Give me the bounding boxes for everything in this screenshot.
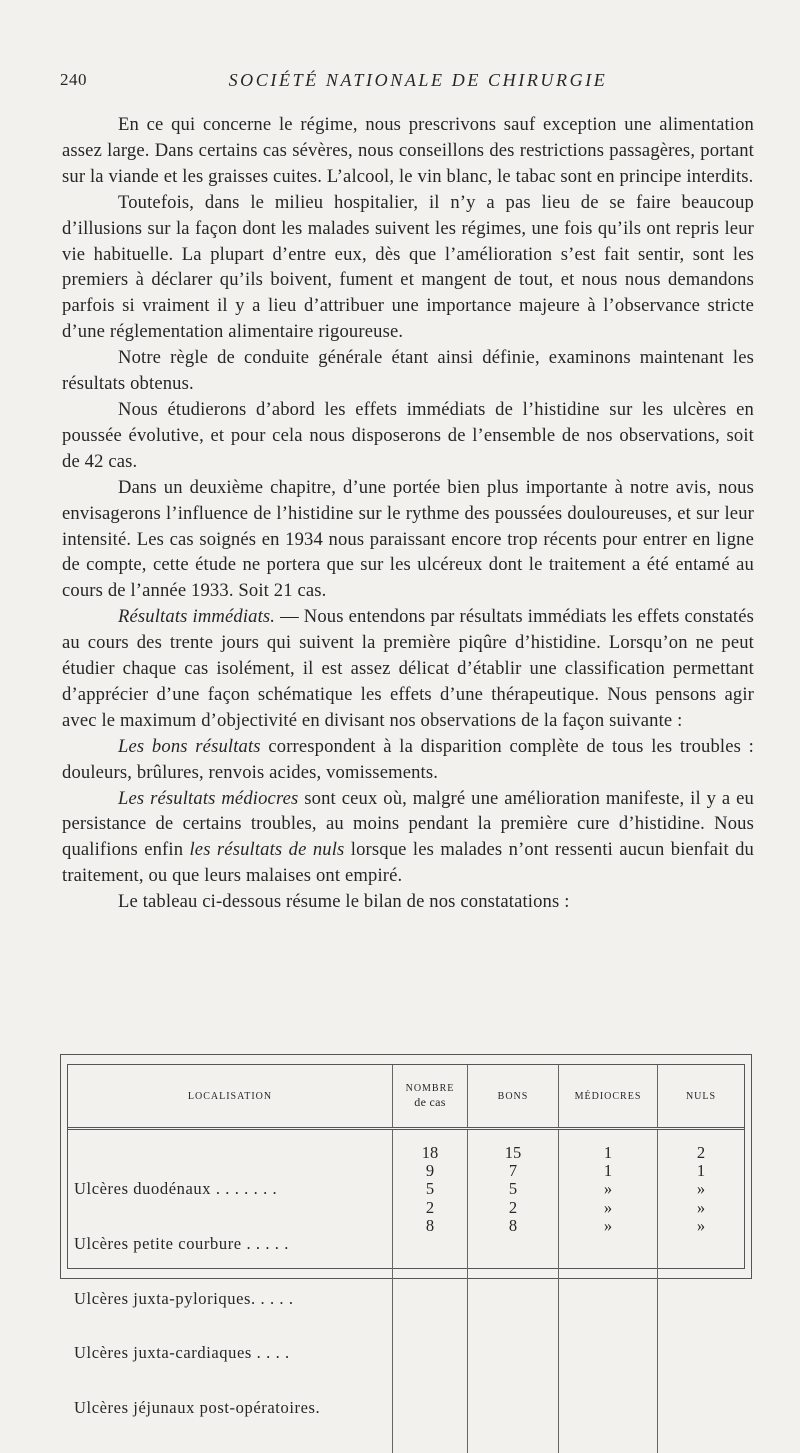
column-localisation — [68, 1129, 393, 1453]
table-cell-bons: 8 — [468, 1217, 558, 1235]
table-header-row — [68, 1065, 744, 1129]
table-cell-bons: 7 — [468, 1162, 558, 1180]
header-bons: BONS — [468, 1065, 559, 1129]
results-table — [68, 1065, 744, 1453]
page-number: 240 — [60, 70, 87, 90]
section-heading-immediate-results: Résultats immédiats. — [118, 606, 275, 627]
column-nombre — [393, 1129, 468, 1453]
body-text — [62, 112, 754, 915]
table-cell-bons: 5 — [468, 1180, 558, 1198]
term-null-results: les résultats de nuls — [189, 839, 344, 860]
header-localisation: LOCALISATION — [68, 1065, 393, 1129]
table-cell-localisation: Ulcères juxta-pyloriques. . . . . — [74, 1290, 392, 1308]
header-nuls: NULS — [658, 1065, 745, 1129]
term-good-results: Les bons résultats — [118, 736, 261, 757]
table-cell-localisation: Ulcères petite courbure . . . . . — [74, 1235, 392, 1253]
results-table-inner-frame — [67, 1064, 745, 1269]
paragraph-results-definition-text: — Nous entendons par résultats immédiats les effets constatés au cours des trente jours qui suivent la première piqûre d’histidine. Lorsqu’on ne peut étudier chaque cas isolément, il est assez délicat d’établir une classification permettant d’apprécier d’une façon schématique les effets d’une thérapeutique. Nous pensons agir avec le maximum d’objectivité en divisant nos observations de la façon suivante : — [62, 606, 754, 731]
page-header — [60, 70, 746, 94]
table-cell-mediocres: 1 — [559, 1144, 657, 1162]
table-cell-nuls: 2 — [658, 1144, 744, 1162]
table-cell-nombre: 18 — [393, 1144, 467, 1162]
table-cell-nombre: 2 — [393, 1199, 467, 1217]
term-mediocre-results: Les résultats médiocres — [118, 788, 298, 809]
paragraph-table-intro: Le tableau ci-dessous résume le bilan de nos constatations : — [62, 889, 754, 915]
table-cell-bons: 2 — [468, 1199, 558, 1217]
paragraph-regime: En ce qui concerne le régime, nous prescrivons sauf exception une alimentation assez large. Dans certains cas sévères, nous conseillons des restrictions passagères, portant sur la viande et les graisses cuites. L’alcool, le vin blanc, le tabac sont en principe interdits. — [62, 112, 754, 190]
table-cell-nombre: 9 — [393, 1162, 467, 1180]
column-nuls — [658, 1129, 745, 1453]
header-nombre — [393, 1065, 468, 1129]
paragraph-results-definition — [62, 604, 754, 734]
table-cell-mediocres: 1 — [559, 1162, 657, 1180]
header-nombre-sub: de cas — [395, 1095, 465, 1110]
column-bons — [468, 1129, 559, 1453]
table-cell-mediocres: » — [559, 1180, 657, 1198]
table-cell-nuls: 1 — [658, 1162, 744, 1180]
paragraph-second-chapter: Dans un deuxième chapitre, d’une portée bien plus importante à notre avis, nous envisagerons l’influence de l’histidine sur le rythme des poussées douloureuses, et sur leur intensité. Les cas soignés en 1934 nous paraissant encore trop récents pour entrer en ligne de compte, cette étude ne portera que sur les ulcéreux dont le traitement a été entamé au cours de l’année 1933. Soit 21 cas. — [62, 475, 754, 605]
table-cell-nombre: 5 — [393, 1180, 467, 1198]
table-cell-nuls: » — [658, 1180, 744, 1198]
column-mediocres — [559, 1129, 658, 1453]
running-title: SOCIÉTÉ NATIONALE DE CHIRURGIE — [60, 70, 746, 91]
table-cell-localisation: Ulcères duodénaux . . . . . . . — [74, 1180, 392, 1198]
paragraph-mediocre-results — [62, 786, 754, 890]
table-cell-localisation: Ulcères juxta-cardiaques . . . . — [74, 1344, 392, 1362]
header-nombre-label: NOMBRE — [406, 1083, 455, 1094]
results-table-frame — [60, 1054, 752, 1279]
table-cell-nuls: » — [658, 1199, 744, 1217]
table-cell-mediocres: » — [559, 1217, 657, 1235]
table-cell-nuls: » — [658, 1217, 744, 1235]
table-cell-bons: 15 — [468, 1144, 558, 1162]
paragraph-null-results-text: lorsque les malades n’ont ressenti aucun bienfait du traitement, ou que leurs malaises ont empiré. — [62, 839, 754, 886]
header-mediocres: MÉDIOCRES — [559, 1065, 658, 1129]
paragraph-good-results-text: correspondent à la disparition complète de tous les troubles : douleurs, brûlures, renvois acides, vomissements. — [62, 736, 754, 783]
paragraph-mediocre-results-text: sont ceux où, malgré une amélioration manifeste, il y a eu persistance de certains troubles, au moins pendant la première cure d’histidine. Nous qualifions enfin — [62, 788, 754, 861]
table-body-row — [68, 1129, 744, 1453]
paragraph-hospital: Toutefois, dans le milieu hospitalier, il n’y a pas lieu de se faire beaucoup d’illusions sur la façon dont les malades suivent les régimes, une fois qu’ils ont repris leur vie habituelle. La plupart d’entre eux, dès que l’amélioration s’est fait sentir, sont les premiers à déclarer qu’ils boivent, fument et mangent de tout, et nous nous demandons parfois si vraiment il y a lieu d’attribuer une importance majeure à l’observance stricte d’une réglementation alimentaire rigoureuse. — [62, 190, 754, 345]
paragraph-good-results — [62, 734, 754, 786]
table-cell-localisation: Ulcères jéjunaux post-opératoires. — [74, 1399, 392, 1417]
table-cell-nombre: 8 — [393, 1217, 467, 1235]
paragraph-immediate-effects: Nous étudierons d’abord les effets immédiats de l’histidine sur les ulcères en poussée évolutive, et pour cela nous disposerons de l’ensemble de nos observations, soit de 42 cas. — [62, 397, 754, 475]
paragraph-rule: Notre règle de conduite générale étant ainsi définie, examinons maintenant les résultats obtenus. — [62, 345, 754, 397]
table-cell-mediocres: » — [559, 1199, 657, 1217]
